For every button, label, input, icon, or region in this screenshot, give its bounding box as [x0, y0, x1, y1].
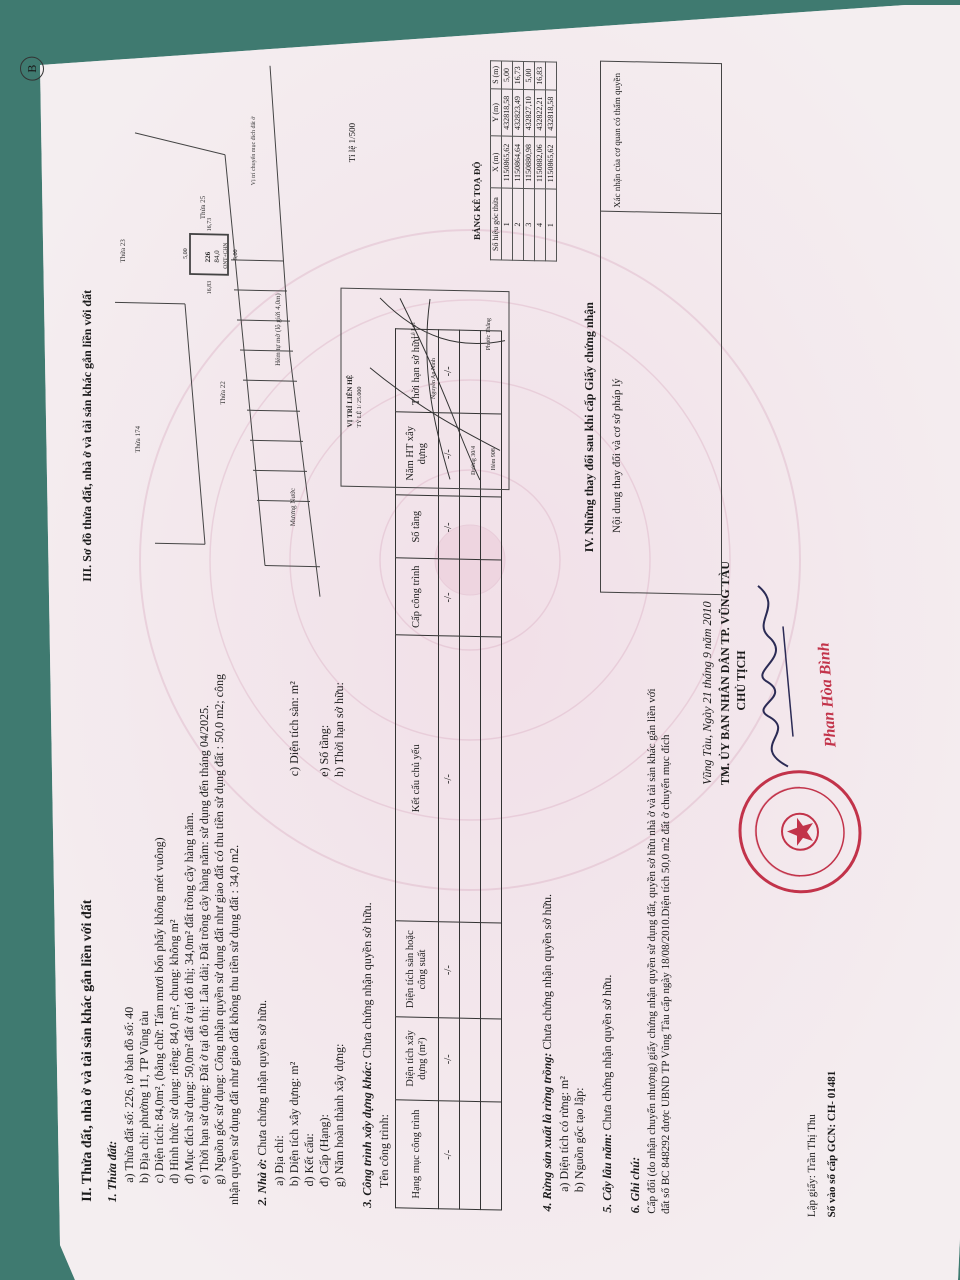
house-built-area: b) Diện tích xây dựng: m² — [287, 1061, 301, 1187]
section-iii-title: III. Sơ đồ thửa đất, nhà ở và tài sản khác gắn liền với đất — [80, 289, 94, 582]
other-works-heading — [360, 902, 375, 1208]
cell: 4 — [535, 189, 546, 261]
label-road-phuoc-thang: Phước Thắng — [486, 318, 492, 351]
th-built-area: Diện tích xây dựng (m²) — [396, 1017, 439, 1101]
table-row — [524, 61, 535, 260]
land-title: 1. Thửa đất: — [105, 1140, 119, 1203]
th-floors: Số tầng — [396, 494, 439, 559]
issuer-line-1: TM. ỦY BAN NHÂN DÂN TP. VŨNG TÀU — [718, 560, 732, 786]
issue-date: Vũng Tàu, Ngày 21 tháng 9 năm 2010 — [700, 601, 714, 785]
section-iv-divider — [601, 211, 721, 215]
map-scale: Tỉ lệ 1/500 — [347, 122, 357, 163]
coord-th-point: Số hiệu góc thửa — [491, 188, 502, 260]
land-area: c) Diện tích: 84,0m², (bằng chữ: Tám mươi bốn phẩy không mét vuông) — [152, 837, 166, 1184]
cell — [481, 636, 502, 923]
table-row — [513, 61, 524, 260]
house-completed: g) Năm hoàn thành xây dựng: — [332, 1043, 346, 1188]
official-stamp — [735, 765, 865, 898]
house-grade: đ) Cấp (Hạng): — [317, 1113, 331, 1187]
th-term: Thời hạn sở hữu — [396, 329, 439, 413]
cell — [546, 62, 557, 90]
document-body — [0, 20, 880, 1258]
registration-number: Số vào sổ cấp GCN: CH- 01481 — [826, 1070, 838, 1218]
other-works-name: Tên công trình: — [377, 1113, 391, 1189]
label-muong: Mương Nước — [289, 487, 297, 527]
other-works-status: Chưa chứng nhận quyền sở hữu. — [360, 902, 374, 1059]
cell: 16,83 — [535, 62, 546, 90]
page-mark-b: B — [20, 56, 44, 81]
table-row — [546, 62, 557, 261]
house-address: a) Địa chỉ: — [272, 1135, 286, 1186]
coord-th-y: Y (m) — [491, 89, 502, 137]
cell: 1 — [546, 189, 557, 261]
table-row — [502, 61, 513, 260]
house-ownership-term: h) Thời hạn sở hữu: — [332, 681, 346, 778]
th-structure: Kết cấu chủ yếu — [396, 635, 439, 923]
coord-table-title: BẢNG KÊ TOẠ ĐỘ — [472, 161, 482, 241]
label-plot-number: 226 — [204, 251, 212, 263]
forest-heading — [540, 894, 555, 1212]
label-thua174: Thửa 174 — [134, 425, 142, 453]
label-road-le-loi: Lê Lợi — [411, 322, 417, 339]
cell — [460, 496, 481, 560]
label-road-30-4: Đường 30/4 — [471, 445, 477, 475]
cell — [460, 923, 481, 1019]
issuer-line-2: CHỦ TỊCH — [734, 650, 748, 711]
cell — [460, 636, 481, 923]
cell: -/- — [439, 1018, 460, 1101]
cell: 3 — [524, 189, 535, 261]
forest-status: Chưa chứng nhận quyền sở hữu. — [540, 893, 554, 1050]
cell: 1150865,62 — [546, 137, 557, 189]
cell: 432818,58 — [502, 89, 513, 137]
label-dim-right: 16,73 — [207, 217, 213, 232]
cell: -/- — [439, 330, 460, 413]
prepared-by: Lập giấy: Trần Thị Thu — [806, 1114, 818, 1218]
cell — [481, 1101, 502, 1210]
th-year: Năm HT xây dựng — [396, 412, 439, 496]
land-origin-cont: nhận quyền sử dụng đất như giao đất không thu tiền sử dụng đất : 34,0 m2. — [227, 844, 241, 1206]
section-iv-col-confirm: Xác nhận của cơ quan có thẩm quyền — [612, 72, 622, 209]
cell — [460, 1018, 481, 1101]
perennial-status: Chưa chứng nhận quyền sở hữu. — [600, 974, 614, 1131]
notes-title: 6. Ghi chú: — [628, 1156, 642, 1214]
cell: -/- — [439, 413, 460, 496]
note-line-1: Cấp đổi (do nhận chuyển nhượng) giấy chứng nhận quyền sử dụng đất, quyền sở hữu nhà ở và tài sản khác gắn liền với — [646, 688, 658, 1214]
cell: 1 — [502, 188, 513, 260]
section-ii-title: II. Thửa đất, nhà ở và tài sản khác gắn liền với đất — [80, 899, 95, 1202]
other-works-title: 3. Công trình xây dựng khác: — [360, 1060, 374, 1208]
location-sketch — [340, 287, 510, 491]
cell: 16,73 — [513, 61, 524, 89]
house-heading — [255, 1000, 270, 1206]
cell: 5,00 — [524, 61, 535, 89]
cell: 2 — [513, 189, 524, 261]
coord-th-x: X (m) — [491, 136, 502, 188]
label-thua25: Thửa 25 — [199, 195, 207, 220]
cell — [481, 923, 502, 1019]
cell: 5,00 — [502, 61, 513, 89]
signature — [738, 575, 808, 776]
cell — [460, 1101, 481, 1210]
house-floors: e) Số tầng: — [317, 724, 331, 777]
land-purpose: đ) Mục đích sử dụng: 50,0m² đất ở tại đô thị; 34,0m² đất trồng cây hàng năm. — [182, 812, 196, 1185]
coord-th-s: S (m) — [491, 61, 502, 89]
cell: 1150882,06 — [535, 137, 546, 189]
cell: -/- — [439, 1100, 460, 1209]
cell: 432818,58 — [546, 90, 557, 138]
label-dim-top: 5,00 — [183, 248, 189, 259]
cell: -/- — [439, 922, 460, 1018]
note-line-2: đất số BC 848292 được UBND TP Vũng Tàu cấp ngày 18/08/2010.Diện tích 50,0 m2 đất ở chuyển mục đích — [660, 734, 672, 1215]
label-plot-area: 84,0 — [213, 250, 221, 263]
cell — [460, 559, 481, 636]
label-plot-use: ONT+CHN — [223, 242, 229, 269]
perennial-heading — [600, 974, 615, 1213]
cell: 432823,49 — [513, 89, 524, 137]
land-usage-form: d) Hình thức sử dụng: riêng: 84,0 m², chung: không m² — [167, 919, 181, 1184]
th-floor-area: Diện tích sàn hoặc công suất — [396, 921, 439, 1017]
perennial-title: 5. Cây lâu năm: — [600, 1133, 614, 1213]
cell: -/- — [439, 559, 460, 636]
cell — [481, 496, 502, 560]
label-road-hem-908: Hẻm 908 — [491, 448, 497, 471]
label-chuyen-muc-dich: Vị trí chuyển mục đích đất ở — [251, 116, 257, 186]
land-parcel: a) Thửa đất số: 226, tờ bản đồ số: 40 — [122, 1006, 136, 1183]
label-road-nguyen-an-ninh: Nguyễn An Ninh — [431, 358, 437, 400]
house-title: 2. Nhà ở: — [255, 1158, 269, 1206]
cell: -/- — [439, 635, 460, 922]
cell: 1150880,98 — [524, 137, 535, 189]
house-floor-area: c) Diện tích sàn: m² — [287, 681, 301, 777]
forest-area: a) Diện tích có rừng: m² — [557, 1075, 571, 1192]
land-origin: g) Nguồn gốc sử dụng: Công nhận quyền sử dụng đất như giao đất có thu tiền sử dụng đất : 50,0 m2; công — [212, 673, 226, 1185]
cell: -/- — [439, 495, 460, 559]
label-thua23: Thửa 23 — [119, 239, 127, 263]
house-status: Chưa chứng nhận quyền sở hữu. — [255, 999, 269, 1156]
th-category: Hạng mục công trình — [396, 1100, 439, 1209]
cell: 1150865,62 — [502, 136, 513, 188]
label-dim-left: 16,83 — [207, 280, 213, 295]
table-row — [535, 62, 546, 261]
parcel-map — [95, 62, 335, 607]
label-thua22: Thửa 22 — [219, 381, 227, 405]
forest-origin: b) Nguồn gốc tạo lập: — [572, 1087, 586, 1193]
signer-name: Phan Hòa Bình — [815, 642, 840, 748]
forest-title: 4. Rừng sản xuất là rừng trồng: — [540, 1052, 554, 1212]
cell: 432827,10 — [524, 89, 535, 137]
section-iv-title: IV. Những thay đổi sau khi cấp Giấy chứng nhận — [582, 301, 596, 553]
land-term: e) Thời hạn sử dụng: Đất ở tại đô thị: Lâu dài; Đất trồng cây hàng năm: sử dụng đến tháng 04/2025. — [197, 704, 211, 1185]
label-dim-bottom: 5,00 — [233, 249, 239, 261]
label-vitri: VỊ TRÍ LIÊN HỆ — [346, 374, 354, 428]
label-hem: Hẻm tự mở (lộ giới 4,0m) — [274, 293, 282, 366]
coordinate-table — [490, 60, 557, 261]
coord-header — [491, 61, 502, 260]
th-grade: Cấp công trình — [396, 558, 439, 635]
cell — [481, 1018, 502, 1101]
cell — [481, 560, 502, 637]
land-address: b) Địa chỉ: phường 11, TP Vũng tàu — [137, 1010, 151, 1184]
cell: 1150864,64 — [513, 137, 524, 189]
section-iv-col-changes: Nội dung thay đổi và cơ sở pháp lý — [611, 378, 623, 534]
house-structure: d) Kết cấu: — [302, 1133, 316, 1187]
label-tyle-lienhe: TỶ LỆ 1/ 25.000 — [357, 386, 363, 428]
cell: 432822,21 — [535, 90, 546, 138]
